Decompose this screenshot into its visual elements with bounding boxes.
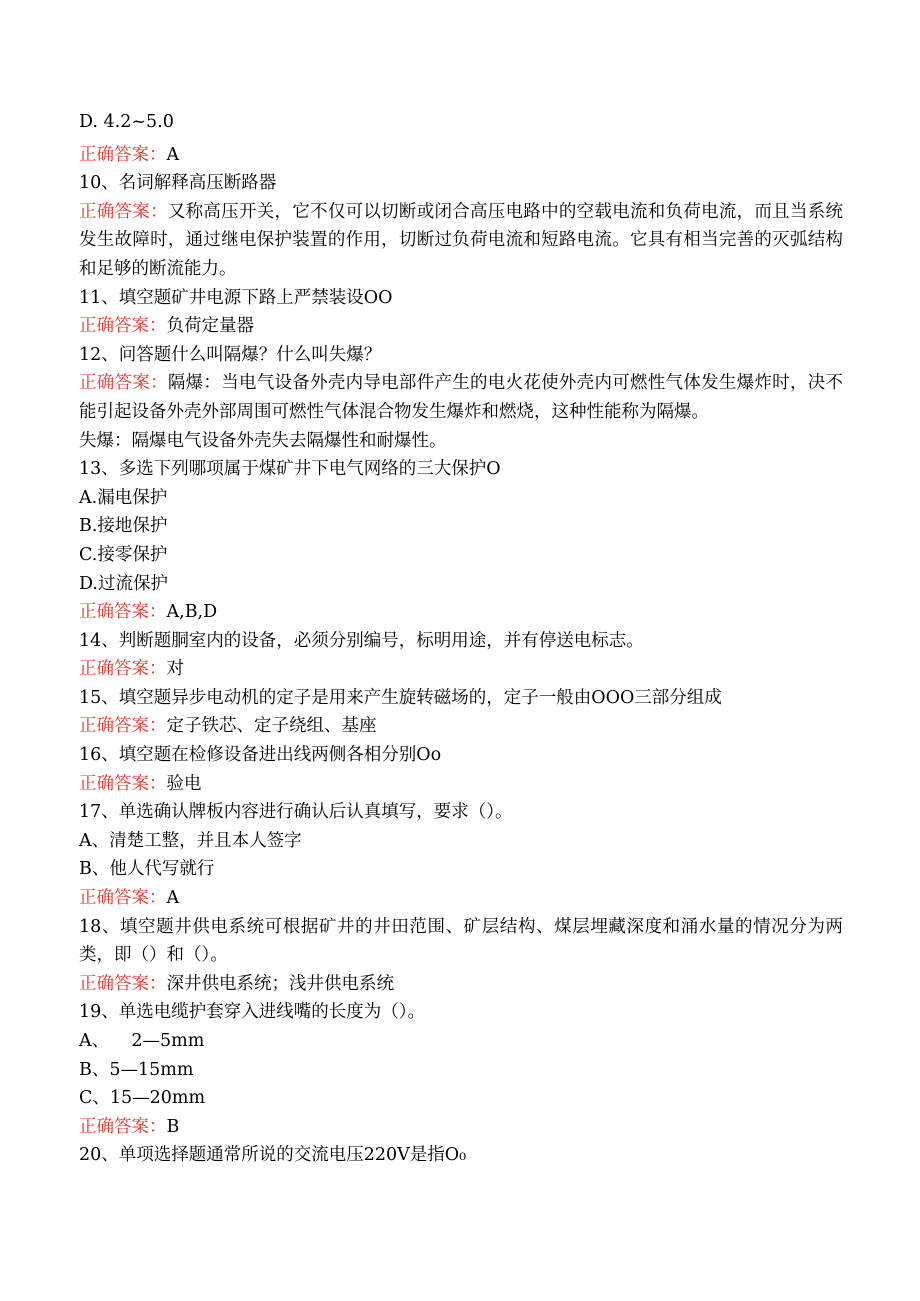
- option-line: D. 4.2~5.0: [79, 112, 174, 132]
- question-paragraph: 18、填空题井供电系统可根据矿井的井田范围、矿层结构、煤层埋藏深度和涌水量的情况分为两类，即（）和（）。: [79, 916, 843, 966]
- answer-label: 正确答案：: [79, 888, 167, 909]
- option-line: C、15—20mm: [79, 1088, 206, 1109]
- answer-value: A: [166, 144, 180, 165]
- document-page: [79, 108, 843, 1170]
- answer-line: [79, 712, 843, 741]
- answer-value: 验电: [166, 773, 202, 794]
- answer-paragraph: [79, 369, 843, 426]
- option-line: B、他人代写就行: [79, 859, 215, 880]
- option-line: B、5—15mm: [79, 1059, 194, 1080]
- answer-label: 正确答案：: [79, 973, 167, 994]
- answer-paragraph: [79, 198, 843, 284]
- question-line: 17、单选确认牌板内容进行确认后认真填写，要求（）。: [79, 802, 513, 823]
- answer-continuation: 失爆：隔爆电气设备外壳失去隔爆性和耐爆性。: [79, 430, 447, 451]
- question-line: 11、填空题矿井电源下路上严禁装设OO: [79, 287, 393, 308]
- answer-value: 对: [166, 659, 184, 680]
- answer-label: 正确答案：: [79, 144, 167, 165]
- answer-value: 隔爆：当电气设备外壳内导电部件产生的电火花使外壳内可燃性气体发生爆炸时，决不能引起设备外壳外部周围可燃性气体混合物发生爆炸和燃烧，这种性能称为隔爆。: [79, 373, 844, 422]
- answer-line: [79, 655, 843, 684]
- answer-label: 正确答案：: [79, 716, 167, 737]
- answer-value: B: [166, 1116, 180, 1137]
- question-line: 16、填空题在检修设备进出线两侧各相分别Oo: [79, 745, 442, 766]
- question-line: 19、单选电缆护套穿入进线嘴的长度为（）。: [79, 1002, 426, 1023]
- answer-line: [79, 1113, 843, 1142]
- question-line: 10、名词解释高压断路器: [79, 173, 277, 194]
- answer-value: 深井供电系统；浅井供电系统: [166, 973, 394, 994]
- answer-value: 定子铁芯、定子绕组、基座: [166, 716, 377, 737]
- answer-label: 正确答案：: [79, 201, 168, 222]
- option-line: A.漏电保护: [79, 487, 168, 508]
- answer-line: [79, 312, 843, 341]
- question-line: 14、判断题胴室内的设备，必须分别编号，标明用途，并有停送电标志。: [79, 630, 644, 651]
- question-line: 15、填空题异步电动机的定子是用来产生旋转磁场的，定子一般由OOO三部分组成: [79, 687, 722, 708]
- option-line: A、 2—5mm: [79, 1031, 205, 1051]
- answer-value: A,B,D: [166, 602, 218, 623]
- option-line: C.接零保护: [79, 544, 168, 565]
- answer-line: [79, 141, 843, 170]
- answer-line: [79, 598, 843, 627]
- option-line: B.接地保护: [79, 516, 168, 537]
- answer-label: 正确答案：: [79, 602, 167, 623]
- option-line: D.过流保护: [79, 573, 168, 594]
- answer-line: [79, 970, 843, 999]
- answer-value: A: [166, 888, 180, 909]
- answer-line: [79, 770, 843, 799]
- question-line: 13、多选下列哪项属于煤矿井下电气网络的三大保护O: [79, 459, 501, 480]
- answer-label: 正确答案：: [79, 373, 168, 394]
- question-line: 12、问答题什么叫隔爆？什么叫失爆？: [79, 344, 382, 365]
- answer-label: 正确答案：: [79, 659, 167, 680]
- answer-value: 负荷定量器: [166, 316, 254, 337]
- answer-label: 正确答案：: [79, 316, 167, 337]
- question-line: 20、单项选择题通常所说的交流电压220V是指O₀: [79, 1145, 467, 1166]
- answer-line: [79, 884, 843, 913]
- answer-label: 正确答案：: [79, 773, 167, 794]
- option-line: A、清楚工整，并且本人签字: [79, 830, 302, 851]
- answer-label: 正确答案：: [79, 1116, 167, 1137]
- answer-value: 又称高压开关，它不仅可以切断或闭合高压电路中的空载电流和负荷电流，而且当系统发生故障时，通过继电保护装置的作用，切断过负荷电流和短路电流。它具有相当完善的灭弧结构和足够的断流能力。: [79, 201, 844, 279]
